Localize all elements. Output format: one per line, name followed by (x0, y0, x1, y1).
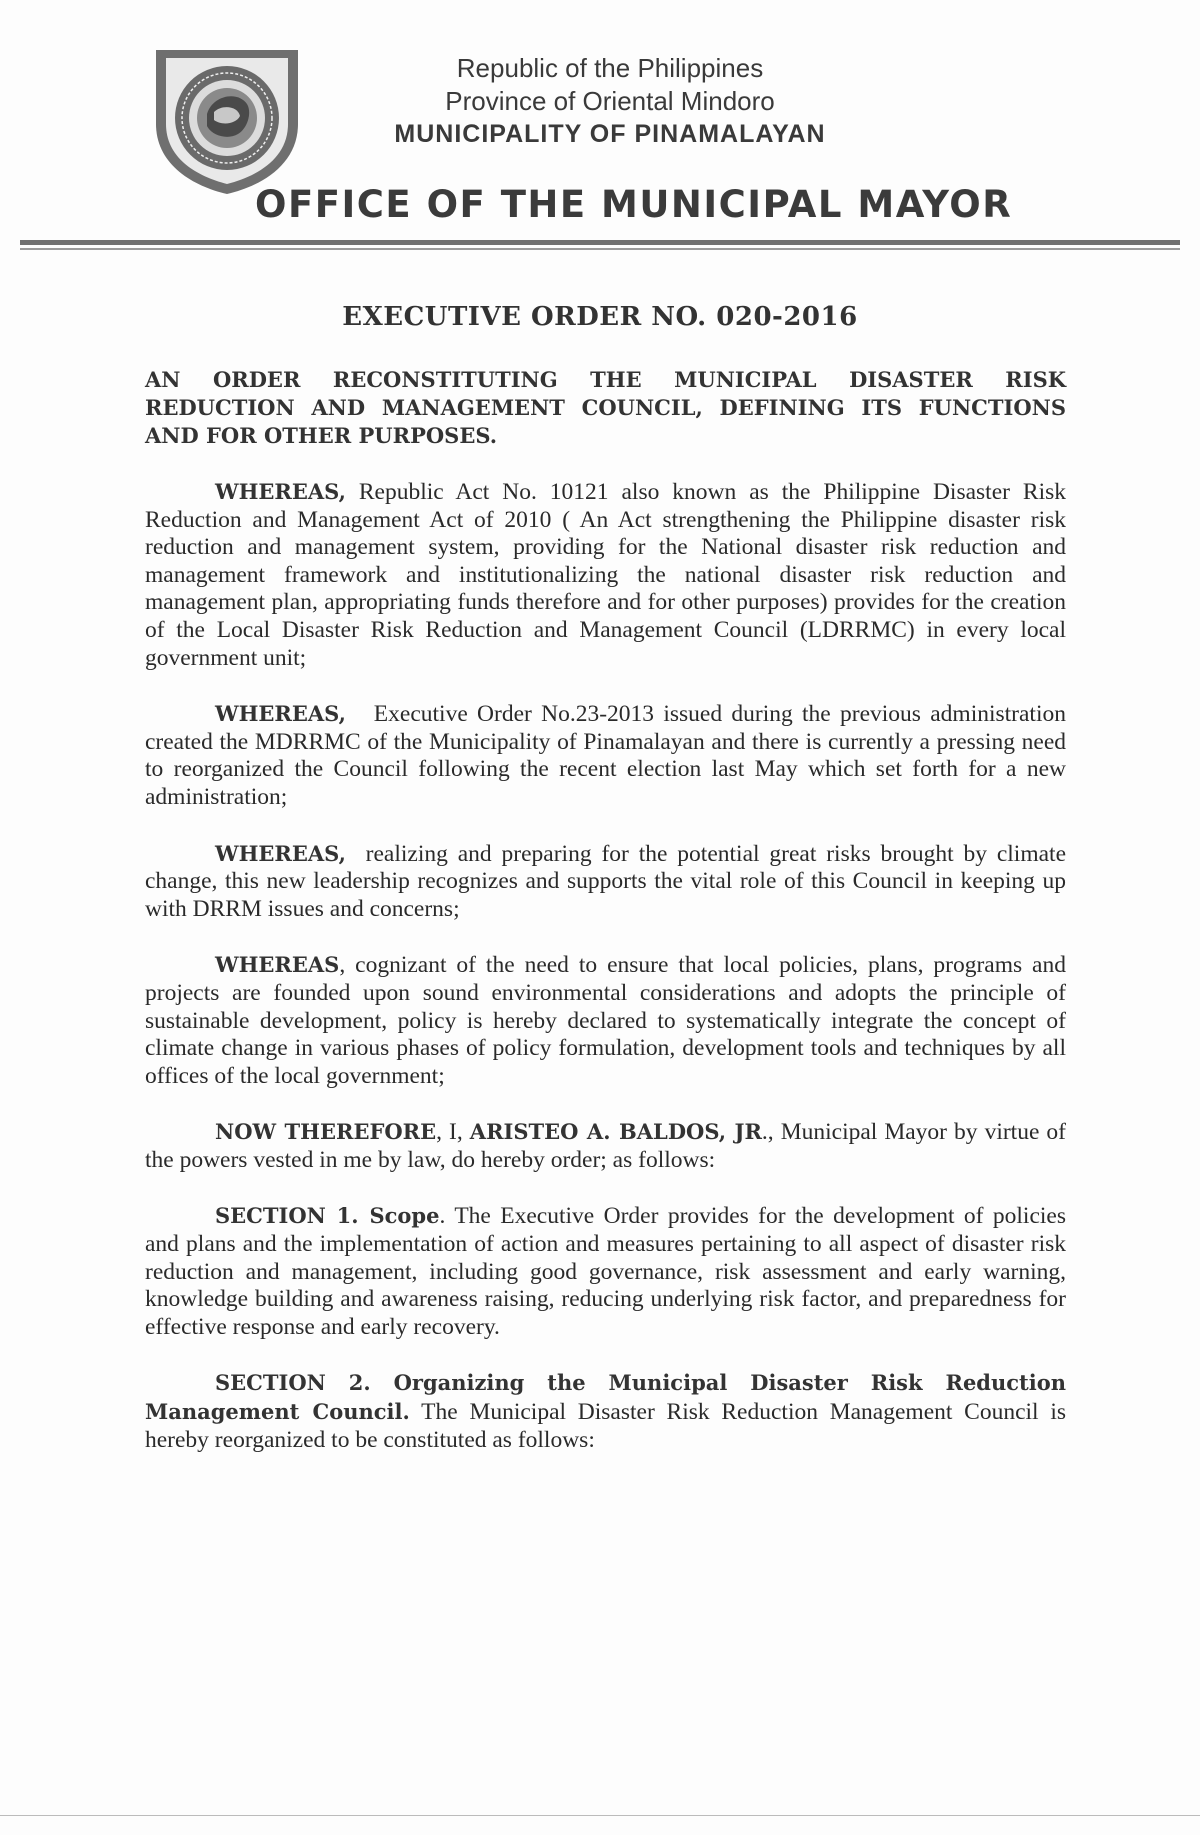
header-divider (20, 240, 1180, 245)
municipality-line: MUNICIPALITY OF PINAMALAYAN (394, 120, 826, 148)
paragraph-text: Executive Order No.23-2013 issued during the previous administration created the MDRRMC of the Municipality of Pinamalayan and there is currently a pressing need to reorganized the Council following the recent election last May which set forth for a new administration; (145, 701, 1072, 810)
section-1-paragraph (145, 1202, 1066, 1341)
paragraph-text: , cognizant of the need to ensure that local policies, plans, programs and projects are founded upon sound environmental considerations and adopts the principle of sustainable development, policy is hereby declared to systematically integrate the concept of climate change in various phases of policy formulation, development tools and techniques by all offices of the local government; (145, 952, 1066, 1089)
now-therefore-paragraph (145, 1118, 1066, 1174)
whereas-lead: WHEREAS (215, 952, 340, 978)
order-heading: AN ORDER RECONSTITUTING THE MUNICIPAL DISASTER RISK REDUCTION AND MANAGEMENT COUNCIL, DEFINING ITS FUNCTIONS AND FOR OTHER PURPOSES. (145, 367, 1066, 448)
republic-line: Republic of the Philippines (456, 53, 764, 83)
whereas-paragraph-4 (145, 951, 1066, 1090)
paragraph-text: realizing and preparing for the potential great risks brought by climate change, this new leadership recognizes and supports the vital role of this Council in keeping up with DRRM issues and concerns; (145, 840, 1072, 922)
paragraph-text: ., Municipal Mayor by virtue of the powers vested in me by law, do hereby order; as follows: (145, 1119, 1066, 1173)
header-divider-thin (20, 248, 1180, 250)
document-body (145, 366, 1072, 1482)
section-1-lead: SECTION 1. Scope (215, 1203, 440, 1229)
mayor-name: ARISTEO A. BALDOS, JR (469, 1119, 762, 1145)
paragraph-text: The Municipal Disaster Risk Reduction Management Council is hereby reorganized to be constituted as follows: (145, 1399, 1066, 1453)
whereas-lead: WHEREAS, (215, 840, 346, 866)
whereas-paragraph-1 (145, 478, 1066, 672)
whereas-lead: WHEREAS, (215, 701, 346, 727)
executive-order-title: EXECUTIVE ORDER NO. 020-2016 (342, 302, 858, 332)
page-edge (0, 1815, 1200, 1816)
paragraph-text: . The Executive Order provides for the development of policies and plans and the implementation of action and measures pertaining to all aspect of disaster risk reduction and management, including good governance, risk assessment and early warning, knowledge building and awareness raising, reducing underlying risk factor, and preparedness for effective response and early recovery. (145, 1203, 1066, 1340)
office-title: OFFICE OF THE MUNICIPAL MAYOR (255, 183, 1013, 226)
now-therefore-lead: NOW THEREFORE (215, 1119, 437, 1145)
section-2-paragraph (145, 1369, 1066, 1454)
section-2-lead: SECTION 2. Organizing the Municipal Disaster Risk Reduction Management Council. (145, 1370, 1066, 1425)
whereas-lead: WHEREAS, (215, 479, 346, 504)
paragraph-text: , I, (436, 1119, 470, 1146)
whereas-paragraph-2 (145, 700, 1072, 811)
municipal-seal-icon (152, 46, 302, 196)
province-line: Province of Oriental Mindoro (445, 86, 775, 116)
whereas-paragraph-3 (145, 840, 1072, 924)
letterhead (330, 52, 890, 151)
paragraph-text: Republic Act No. 10121 also known as the Philippine Disaster Risk Reduction and Management Act of 2010 ( An Act strengthening the Philippine disaster risk reduction and management system, providing for the National disaster risk reduction and management framework and institutionalizing the national disaster risk reduction and management plan, appropriating funds therefore and for other purposes) provides for the creation of the Local Disaster Risk Reduction and Management Council (LDRRMC) in every local government unit; (145, 479, 1066, 671)
